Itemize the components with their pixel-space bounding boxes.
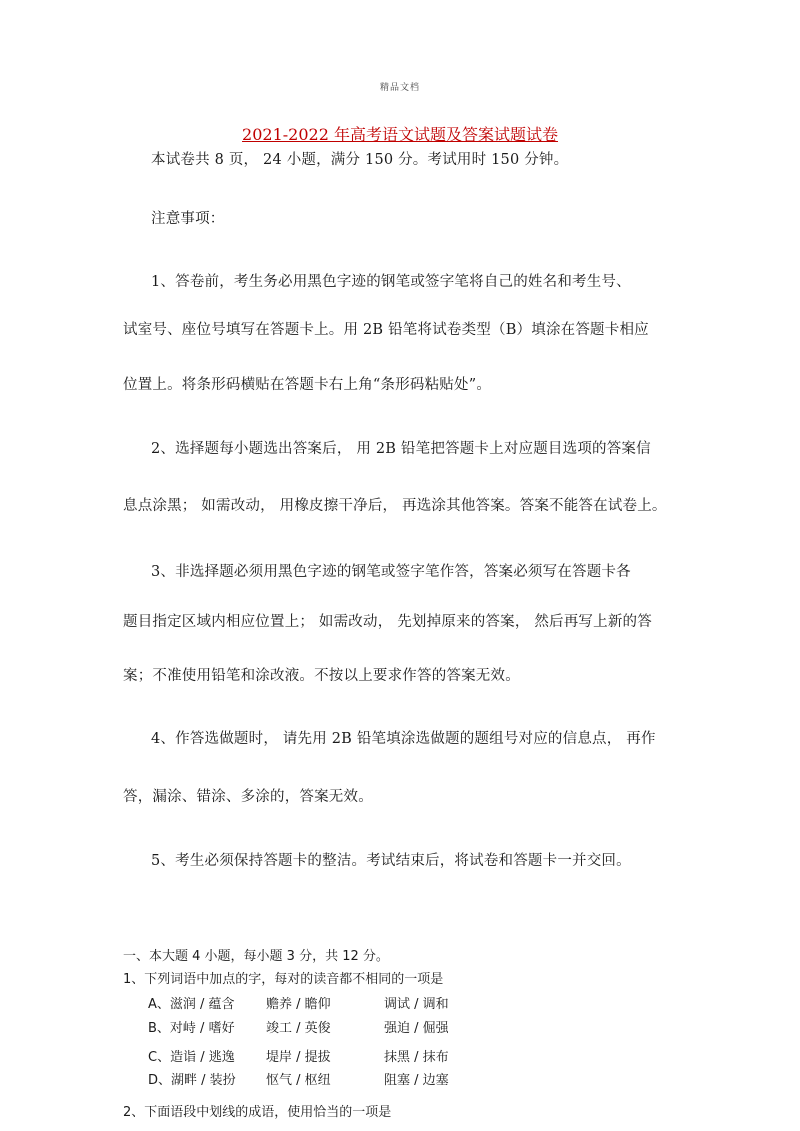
notice-line: 1、答卷前，考生务必用黑色字迹的钢笔或签字笔将自己的姓名和考生号、 [151,274,631,290]
notice-line: 案；不准使用铅笔和涂改液。不按以上要求作答的答案无效。 [123,668,520,684]
option-cell: 抹黑 / 抹布 [384,1050,449,1065]
notice-line: 位置上。将条形码横贴在答题卡右上角“条形码粘贴处”。 [123,377,492,393]
notice-line: 试室号、座位号填写在答题卡上。用 2B 铅笔将试卷类型（B）填涂在答题卡相应 [123,322,649,338]
option-cell: A、滋润 / 蕴含 [148,997,235,1012]
option-cell: 堤岸 / 提拔 [266,1050,331,1065]
option-row-c [148,1046,494,1065]
notice-line: 4、作答选做题时， 请先用 2B 铅笔填涂选做题的题组号对应的信息点， 再作 [151,731,656,747]
option-row-b [148,1017,494,1036]
option-row-a [148,993,494,1012]
option-cell: D、湖畔 / 装扮 [148,1073,236,1088]
header-mark: 精品文档 [379,83,420,93]
option-cell: 阻塞 / 边塞 [384,1073,449,1088]
notice-line: 2、选择题每小题选出答案后， 用 2B 铅笔把答题卡上对应题目选项的答案信 [151,441,651,457]
notice-line: 答，漏涂、错涂、多涂的，答案无效。 [123,789,373,805]
option-cell: C、造诣 / 逃逸 [148,1050,235,1065]
option-cell: 调试 / 调和 [384,997,449,1012]
option-cell: 赡养 / 瞻仰 [266,997,331,1012]
notice-heading: 注意事项： [151,211,225,227]
notice-line: 5、考生必须保持答题卡的整洁。考试结束后，将试卷和答题卡一并交回。 [151,853,631,869]
option-cell: 竣工 / 英俊 [266,1021,331,1036]
page-title: 2021-2022 年高考语文试题及答案试题试卷 [242,125,558,144]
notice-line: 题目指定区域内相应位置上； 如需改动， 先划掉原来的答案， 然后再写上新的答 [123,614,652,630]
option-row-d [148,1069,494,1088]
notice-line: 3、非选择题必须用黑色字迹的钢笔或签字笔作答，答案必须写在答题卡各 [151,564,631,580]
option-cell: 强迫 / 倔强 [384,1021,449,1036]
option-cell: 怄气 / 枢纽 [266,1073,331,1088]
question-2: 2、下面语段中划线的成语，使用恰当的一项是 [123,1105,392,1120]
option-cell: B、对峙 / 嗜好 [148,1021,235,1036]
section-heading: 一、本大题 4 小题，每小题 3 分，共 12 分。 [123,949,389,964]
intro-text: 本试卷共 8 页， 24 小题，满分 150 分。考试用时 150 分钟。 [151,152,569,168]
question-1: 1、下列词语中加点的字，每对的读音都不相同的一项是 [123,972,444,987]
notice-line: 息点涂黑； 如需改动， 用橡皮擦干净后， 再选涂其他答案。答案不能答在试卷上。 [123,498,667,514]
